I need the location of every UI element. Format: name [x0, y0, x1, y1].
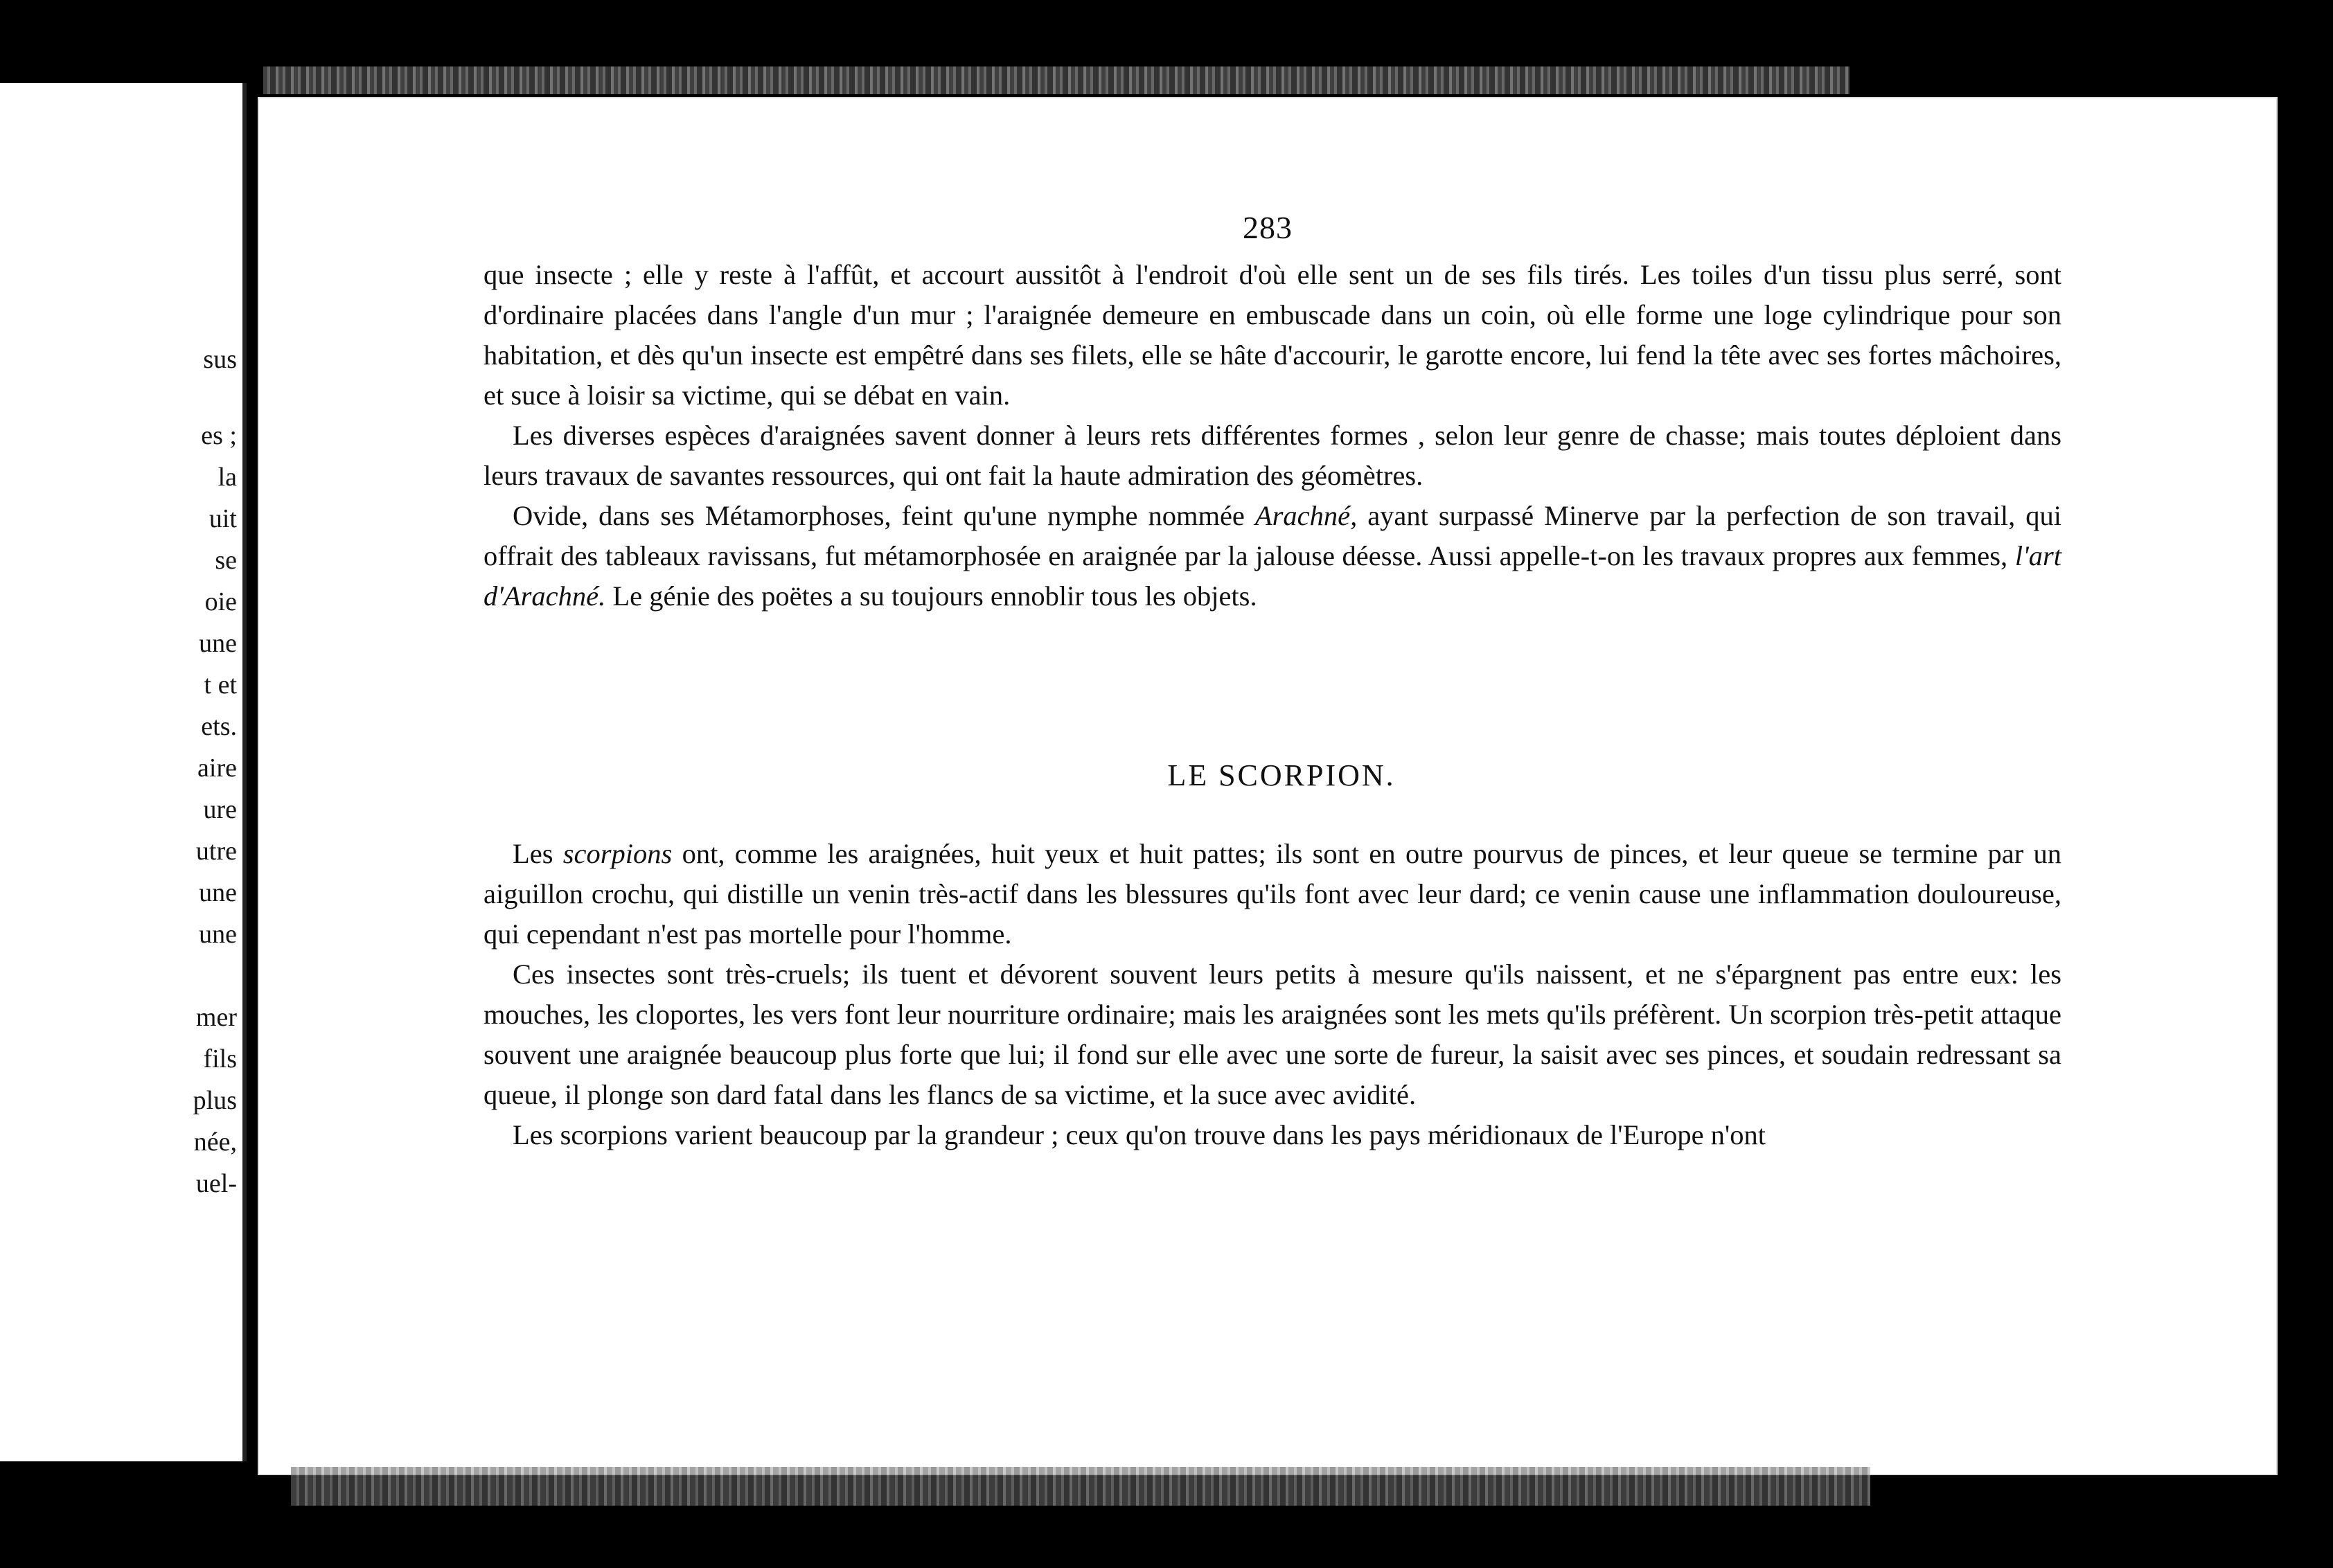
left-fragment-line: une	[199, 920, 237, 949]
text-run: Les	[513, 838, 563, 869]
paragraph: Les scorpions varient beaucoup par la grandeur ; ceux qu'on trouve dans les pays méridionaux de l'Europe n'ont	[513, 1119, 1766, 1150]
text-run: Le génie des poëtes a su toujours ennoblir tous les objets.	[605, 580, 1257, 612]
left-fragment-line: uel-	[195, 1169, 237, 1198]
left-fragment-line: la	[218, 463, 237, 492]
text-block-top	[484, 255, 2061, 616]
left-fragment-line: une	[199, 629, 237, 658]
paragraph: Ces insectes sont très-cruels; ils tuent et dévorent souvent leurs petits à mesure qu'ils naissent, et ne s'épargnent pas entre eux: les mouches, les cloportes, les vers font leur nourriture ordinaire; mais les araignées sont les mets qu'ils préfèrent. Un scorpion très-petit attaque souvent une araignée beaucoup plus forte que lui; il fond sur elle avec une sorte de fureur, la saisit avec ses pinces, et soudain redressant sa queue, il plonge son dard fatal dans les flancs de sa victime, et la suce avec avidité.	[484, 959, 2061, 1110]
left-fragment-line: es ;	[201, 421, 237, 450]
left-fragment-line: ets.	[201, 712, 237, 741]
text-run: ayant surpassé Minerve par la perfection de son travail, qui offrait des tableaux ravissans, fut métamorphosée en araignée par la jalouse déesse. Aussi appelle-t-on les travaux propres aux femmes,	[484, 500, 2061, 571]
left-page-fragment	[0, 83, 247, 1461]
page-number: 283	[1243, 210, 1293, 245]
paragraph: Les diverses espèces d'araignées savent donner à leurs rets différentes formes , selon leur genre de chasse; mais toutes déploient dans leurs travaux de savantes ressources, qui ont fait la haute admiration des géomètres.	[484, 420, 2061, 491]
left-fragment-line: utre	[195, 837, 237, 866]
section-heading: LE SCORPION.	[1167, 758, 1396, 792]
paragraph-ovide	[484, 496, 2061, 616]
left-fragment-line: une	[199, 878, 237, 907]
left-fragment-line: t et	[204, 670, 237, 700]
left-fragment-line: née,	[193, 1128, 237, 1157]
paragraph-scorpion	[484, 834, 2061, 954]
italic-name: Arachné,	[1254, 500, 1358, 531]
left-fragment-line: uit	[209, 504, 237, 533]
left-fragment-line: mer	[195, 1003, 237, 1032]
left-fragment-line: sus	[203, 345, 237, 374]
left-fragment-line: ure	[203, 795, 237, 824]
text-run: Ovide, dans ses Métamorphoses, feint qu'une nymphe nommée	[513, 500, 1255, 531]
paragraph: que insecte ; elle y reste à l'affût, et accourt aussitôt à l'endroit d'où elle sent un de ses fils tirés. Les toiles d'un tissu plus serré, sont d'ordinaire placées dans l'angle d'un mur ; l'araignée demeure en embuscade dans un coin, où elle forme une loge cylindrique pour son habitation, et dès qu'un insecte est empêtré dans ses filets, elle se hâte d'accourir, le garotte encore, lui fend la tête avec ses fortes mâchoires, et suce à loisir sa victime, qui se débat en vain.	[484, 259, 2061, 411]
left-fragment-line: plus	[193, 1086, 237, 1115]
binding-shadow-bottom	[291, 1467, 1870, 1506]
binding-shadow-top	[263, 66, 1849, 94]
italic-term: scorpions	[562, 838, 673, 869]
text-block-bottom	[484, 834, 2061, 1155]
left-fragment-line: aire	[197, 754, 237, 783]
italic-name: l'art d'Arachné.	[484, 540, 2061, 612]
left-fragment-line: se	[215, 546, 237, 575]
left-fragment-line: fils	[203, 1044, 237, 1073]
text-run: ont, comme les araignées, huit yeux et huit pattes; ils sont en outre pourvus de pinces, et leur queue se termine par un aiguillon crochu, qui distille un venin très-actif dans les blessures qu'ils font avec leur dard; ce venin cause une inflammation douloureuse, qui cependant n'est pas mortelle pour l'homme.	[484, 838, 2061, 950]
left-fragment-line: oie	[204, 587, 237, 616]
